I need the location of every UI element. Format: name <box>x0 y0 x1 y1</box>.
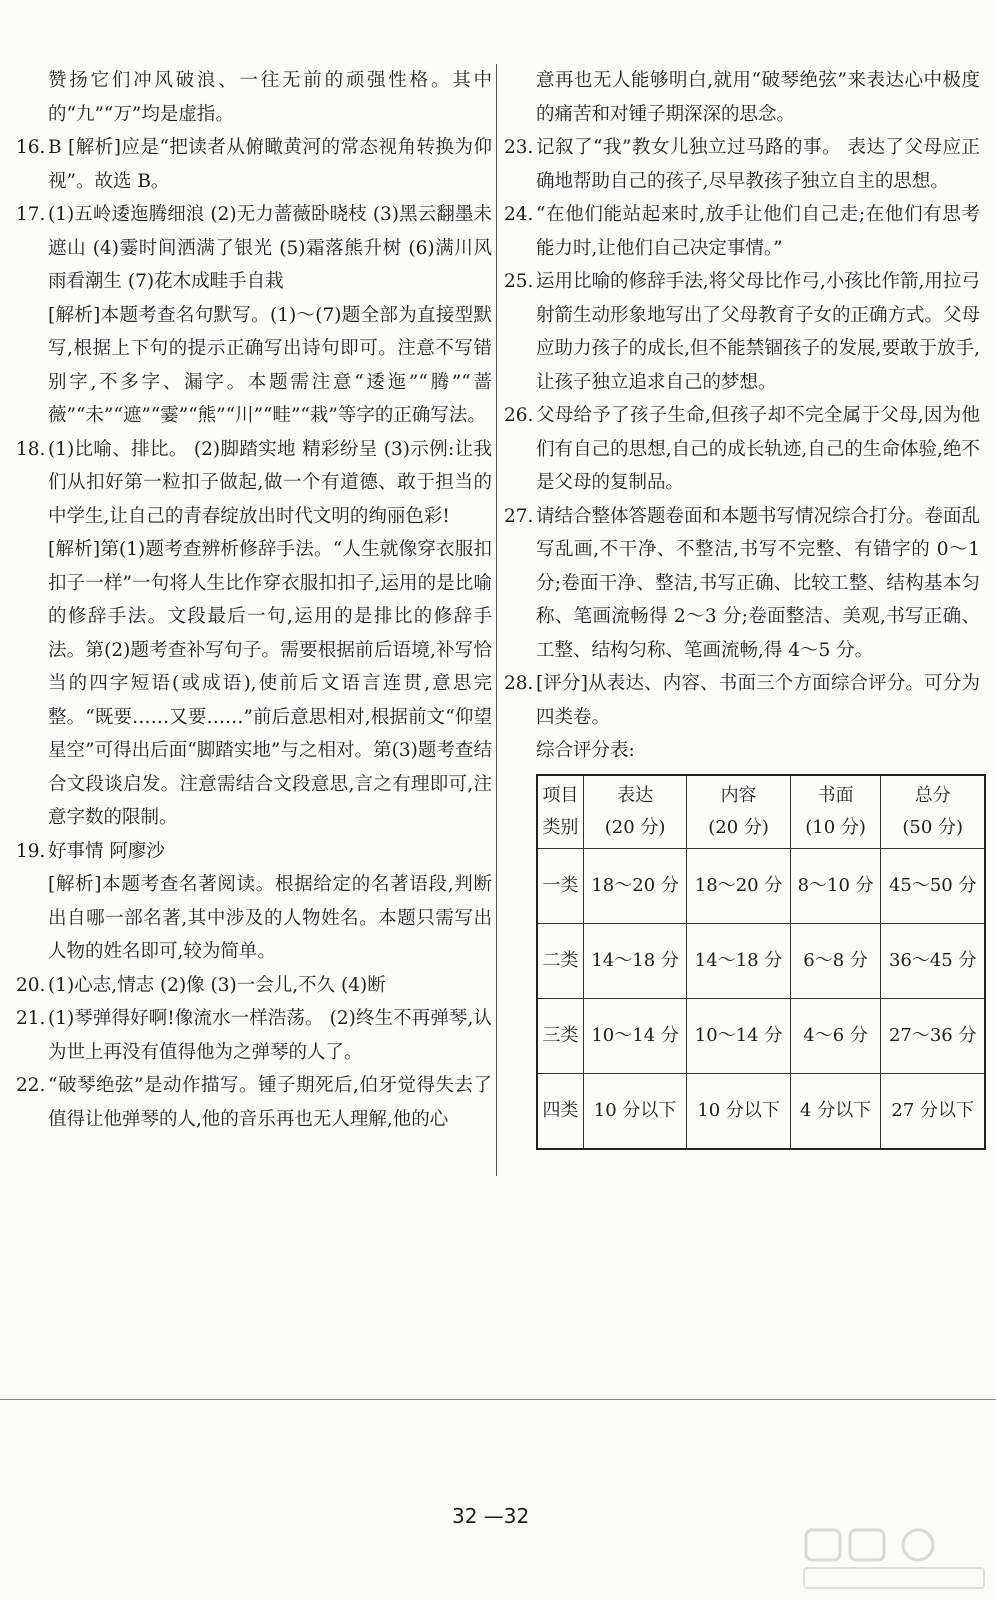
answer-item: 21. (1)琴弹得好啊!像流水一样浩荡。 (2)终生不再弹琴,认为世上再没有值得他为之弹琴的人了。 <box>16 1008 492 1063</box>
answer-item: 22. “破琴绝弦”是动作描写。锺子期死后,伯牙觉得失去了值得让他弹琴的人,他的音乐再也无人理解,他的心 <box>16 1075 492 1130</box>
answer-item: 赞扬它们冲风破浪、一往无前的顽强性格。其中的“九”“万”均是虚指。 <box>48 70 492 125</box>
table-caption: 综合评分表: <box>536 740 635 761</box>
header-cell: 项目 类别 <box>537 775 583 849</box>
analysis-note: [解析]第(1)题考查辨析修辞手法。“人生就像穿衣服扣扣子一样”一句将人生比作穿衣服扣扣子,运用的是比喻的修辞手法。文段最后一句,运用的是排比的修辞手法。第(2)题考查补写句子。需要根据前后语境,补写恰当的四字短语(或成语),使前后文语言连贯,意思完整。“既要……又要……”前后意思相对,根据前文“仰望星空”可得出后面“脚踏实地”与之相对。第(3)题考查结合文段谈启发。注意需结合文段意思,言之有理即可,注意字数的限制。 <box>48 539 492 828</box>
page-number: 32 —32 <box>452 1504 530 1528</box>
table-cell: 10～14 分 <box>583 998 686 1073</box>
table-row <box>537 848 985 923</box>
answer-item: 25. 运用比喻的修辞手法,将父母比作弓,小孩比作箭,用拉弓射箭生动形象地写出了父母教育子女的正确方式。父母应助力孩子的成长,但不能禁锢孩子的发展,要敢于放手,让孩子独立追求自己的梦想。 <box>504 271 981 393</box>
answer-item: 18. (1)比喻、排比。 (2)脚踏实地 精彩纷呈 (3)示例:让我们从扣好第一粒扣子做起,做一个有道德、敢于担当的中学生,让自己的青春绽放出时代文明的绚丽色彩! <box>16 438 492 527</box>
table-cell: 10 分以下 <box>687 1073 790 1149</box>
right-column <box>504 64 980 1150</box>
watermark-logo-icon <box>800 1528 988 1592</box>
table-cell: 四类 <box>537 1073 583 1149</box>
analysis-note: [解析]本题考查名句默写。(1)～(7)题全部为直接型默写,根据上下句的提示正确写出诗句即可。注意不写错别字,不多字、漏字。本题需注意“逶迤”“腾”“蔷薇”“未”“遮”“霎”“熊”“川”“畦”“栽”等字的正确写法。 <box>48 304 492 426</box>
table-cell: 10 分以下 <box>583 1073 686 1149</box>
table-cell: 45～50 分 <box>881 848 985 923</box>
header-cell: 内容 (20 分) <box>687 775 790 849</box>
table-cell: 一类 <box>537 848 583 923</box>
answer-item: 26. 父母给予了孩子生命,但孩子却不完全属于父母,因为他们有自己的思想,自己的成长轨迹,自己的生命体验,绝不是父母的复制品。 <box>504 405 980 493</box>
answer-item: 20. (1)心志,情志 (2)像 (3)一会儿,不久 (4)断 <box>16 974 386 996</box>
answer-continuation: 意再也无人能够明白,就用“破琴绝弦”来表达心中极度的痛苦和对锺子期深深的思念。 <box>536 70 980 125</box>
table-cell: 27～36 分 <box>881 998 985 1073</box>
table-cell: 14～18 分 <box>583 923 686 998</box>
table-cell: 三类 <box>537 998 583 1073</box>
table-cell: 18～20 分 <box>583 848 686 923</box>
analysis-note: [解析]本题考查名著阅读。根据给定的名著语段,判断出自哪一部名著,其中涉及的人物姓名。本题只需写出人物的姓名即可,较为简单。 <box>48 874 492 962</box>
table-cell: 10～14 分 <box>687 998 790 1073</box>
table-header-row <box>537 775 985 849</box>
table-cell: 二类 <box>537 923 583 998</box>
table-cell: 8～10 分 <box>790 848 881 923</box>
header-cell: 书面 (10 分) <box>790 775 881 849</box>
scoring-table <box>536 774 986 1150</box>
column-divider <box>496 64 497 1176</box>
table-cell: 18～20 分 <box>687 848 790 923</box>
table-cell: 4 分以下 <box>790 1073 881 1149</box>
header-cell: 总分 (50 分) <box>881 775 985 849</box>
table-row <box>537 998 985 1073</box>
answer-item: 28. [评分]从表达、内容、书面三个方面综合评分。可分为四类卷。 <box>504 673 980 728</box>
table-row <box>537 1073 985 1149</box>
answer-item: 19. 好事情 阿廖沙 <box>16 840 165 862</box>
table-cell: 27 分以下 <box>881 1073 985 1149</box>
answer-item: 23. 记叙了“我”教女儿独立过马路的事。 表达了父母应正确地帮助自己的孩子,尽早教孩子独立自主的思想。 <box>504 137 980 192</box>
answer-item: 16. B [解析]应是“把读者从俯瞰黄河的常态视角转换为仰视”。故选 B。 <box>16 137 492 192</box>
table-cell: 36～45 分 <box>881 923 985 998</box>
table-cell: 6～8 分 <box>790 923 881 998</box>
answer-item: 17. (1)五岭逶迤腾细浪 (2)无力蔷薇卧晓枝 (3)黑云翻墨未遮山 (4)霎时间洒满了银光 (5)霜落熊升树 (6)满川风雨看潮生 (7)花木成畦手自栽 <box>16 204 492 292</box>
table-row <box>537 923 985 998</box>
table-cell: 14～18 分 <box>687 923 790 998</box>
answer-item: 27. 请结合整体答题卷面和本题书写情况综合打分。卷面乱写乱画,不干净、不整洁,书写不完整、有错字的 0～1 分;卷面干净、整洁,书写正确、比较工整、结构基本匀称、笔画流畅得 2～3 分;卷面整洁、美观,书写正确、工整、结构匀称、笔画流畅,得 4～5 分。 <box>504 505 981 661</box>
answer-item: 24. “在他们能站起来时,放手让他们自己走;在他们有思考能力时,让他们自己决定事情。” <box>504 204 980 259</box>
header-cell: 表达 (20 分) <box>583 775 686 849</box>
left-column <box>16 64 492 1136</box>
table-cell: 4～6 分 <box>790 998 881 1073</box>
footer-rule <box>0 1399 996 1400</box>
